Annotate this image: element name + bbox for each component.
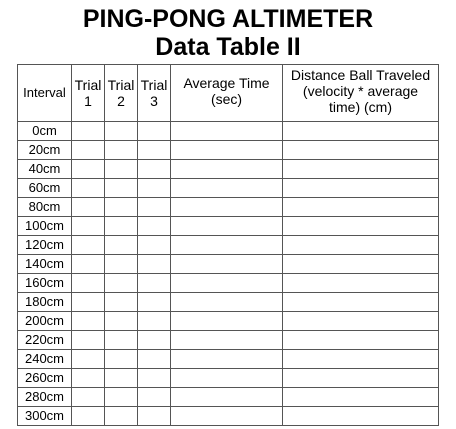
header-trial-1: Trial 1 (72, 65, 105, 122)
trial-2-cell[interactable] (105, 236, 138, 255)
distance-cell[interactable] (283, 122, 439, 141)
average-time-cell[interactable] (171, 255, 283, 274)
trial-2-cell[interactable] (105, 312, 138, 331)
trial-3-cell[interactable] (138, 350, 171, 369)
header-average-time: Average Time (sec) (171, 65, 283, 122)
trial-3-cell[interactable] (138, 141, 171, 160)
average-time-cell[interactable] (171, 350, 283, 369)
distance-cell[interactable] (283, 236, 439, 255)
table-row (18, 407, 439, 426)
interval-cell: 160cm (18, 274, 72, 293)
average-time-cell[interactable] (171, 388, 283, 407)
trial-2-cell[interactable] (105, 350, 138, 369)
table-row (18, 179, 439, 198)
interval-cell: 240cm (18, 350, 72, 369)
table-row (18, 198, 439, 217)
trial-1-cell[interactable] (72, 160, 105, 179)
average-time-cell[interactable] (171, 293, 283, 312)
trial-3-cell[interactable] (138, 312, 171, 331)
trial-2-cell[interactable] (105, 331, 138, 350)
interval-cell: 200cm (18, 312, 72, 331)
interval-cell: 300cm (18, 407, 72, 426)
interval-cell: 120cm (18, 236, 72, 255)
distance-cell[interactable] (283, 255, 439, 274)
trial-3-cell[interactable] (138, 255, 171, 274)
table-row (18, 388, 439, 407)
table-row (18, 369, 439, 388)
trial-2-cell[interactable] (105, 217, 138, 236)
trial-3-cell[interactable] (138, 198, 171, 217)
trial-3-cell[interactable] (138, 369, 171, 388)
header-row (18, 65, 439, 122)
interval-cell: 140cm (18, 255, 72, 274)
distance-cell[interactable] (283, 274, 439, 293)
table-body (18, 122, 439, 426)
interval-cell: 80cm (18, 198, 72, 217)
header-interval: Interval (18, 65, 72, 122)
average-time-cell[interactable] (171, 312, 283, 331)
trial-3-cell[interactable] (138, 160, 171, 179)
trial-1-cell[interactable] (72, 369, 105, 388)
trial-1-cell[interactable] (72, 274, 105, 293)
distance-cell[interactable] (283, 198, 439, 217)
distance-cell[interactable] (283, 293, 439, 312)
trial-2-cell[interactable] (105, 122, 138, 141)
table-row (18, 312, 439, 331)
interval-cell: 0cm (18, 122, 72, 141)
average-time-cell[interactable] (171, 198, 283, 217)
table-row (18, 293, 439, 312)
average-time-cell[interactable] (171, 407, 283, 426)
trial-2-cell[interactable] (105, 141, 138, 160)
trial-1-cell[interactable] (72, 331, 105, 350)
trial-2-cell[interactable] (105, 407, 138, 426)
interval-cell: 40cm (18, 160, 72, 179)
table-row (18, 236, 439, 255)
distance-cell[interactable] (283, 369, 439, 388)
trial-2-cell[interactable] (105, 160, 138, 179)
trial-1-cell[interactable] (72, 293, 105, 312)
distance-cell[interactable] (283, 407, 439, 426)
interval-cell: 100cm (18, 217, 72, 236)
distance-cell[interactable] (283, 141, 439, 160)
distance-cell[interactable] (283, 160, 439, 179)
trial-1-cell[interactable] (72, 350, 105, 369)
distance-cell[interactable] (283, 331, 439, 350)
trial-2-cell[interactable] (105, 293, 138, 312)
average-time-cell[interactable] (171, 160, 283, 179)
interval-cell: 60cm (18, 179, 72, 198)
header-distance: Distance Ball Traveled (velocity * average time) (cm) (283, 65, 439, 122)
trial-3-cell[interactable] (138, 388, 171, 407)
average-time-cell[interactable] (171, 122, 283, 141)
trial-2-cell[interactable] (105, 388, 138, 407)
trial-1-cell[interactable] (72, 407, 105, 426)
trial-2-cell[interactable] (105, 369, 138, 388)
trial-1-cell[interactable] (72, 141, 105, 160)
table-row (18, 274, 439, 293)
distance-cell[interactable] (283, 179, 439, 198)
average-time-cell[interactable] (171, 369, 283, 388)
average-time-cell[interactable] (171, 179, 283, 198)
trial-3-cell[interactable] (138, 236, 171, 255)
trial-3-cell[interactable] (138, 179, 171, 198)
trial-2-cell[interactable] (105, 274, 138, 293)
interval-cell: 20cm (18, 141, 72, 160)
trial-1-cell[interactable] (72, 312, 105, 331)
trial-3-cell[interactable] (138, 293, 171, 312)
trial-2-cell[interactable] (105, 255, 138, 274)
distance-cell[interactable] (283, 312, 439, 331)
table-row (18, 122, 439, 141)
document-subtitle: Data Table II (155, 33, 301, 61)
table-row (18, 141, 439, 160)
table-row (18, 160, 439, 179)
average-time-cell[interactable] (171, 236, 283, 255)
trial-1-cell[interactable] (72, 388, 105, 407)
trial-1-cell[interactable] (72, 236, 105, 255)
trial-3-cell[interactable] (138, 122, 171, 141)
table-row (18, 331, 439, 350)
average-time-cell[interactable] (171, 331, 283, 350)
average-time-cell[interactable] (171, 141, 283, 160)
interval-cell: 260cm (18, 369, 72, 388)
trial-2-cell[interactable] (105, 198, 138, 217)
distance-cell[interactable] (283, 388, 439, 407)
average-time-cell[interactable] (171, 217, 283, 236)
trial-2-cell[interactable] (105, 179, 138, 198)
trial-1-cell[interactable] (72, 198, 105, 217)
document-title: PING-PONG ALTIMETER (82, 5, 374, 33)
interval-cell: 220cm (18, 331, 72, 350)
interval-cell: 280cm (18, 388, 72, 407)
table-row (18, 350, 439, 369)
table-row (18, 217, 439, 236)
interval-cell: 180cm (18, 293, 72, 312)
trial-3-cell[interactable] (138, 331, 171, 350)
trial-1-cell[interactable] (72, 217, 105, 236)
header-trial-3: Trial 3 (138, 65, 171, 122)
distance-cell[interactable] (283, 217, 439, 236)
average-time-cell[interactable] (171, 274, 283, 293)
header-trial-2: Trial 2 (105, 65, 138, 122)
trial-3-cell[interactable] (138, 407, 171, 426)
data-table (17, 64, 439, 426)
trial-1-cell[interactable] (72, 255, 105, 274)
trial-3-cell[interactable] (138, 274, 171, 293)
trial-1-cell[interactable] (72, 179, 105, 198)
table-row (18, 255, 439, 274)
distance-cell[interactable] (283, 350, 439, 369)
trial-1-cell[interactable] (72, 122, 105, 141)
trial-3-cell[interactable] (138, 217, 171, 236)
